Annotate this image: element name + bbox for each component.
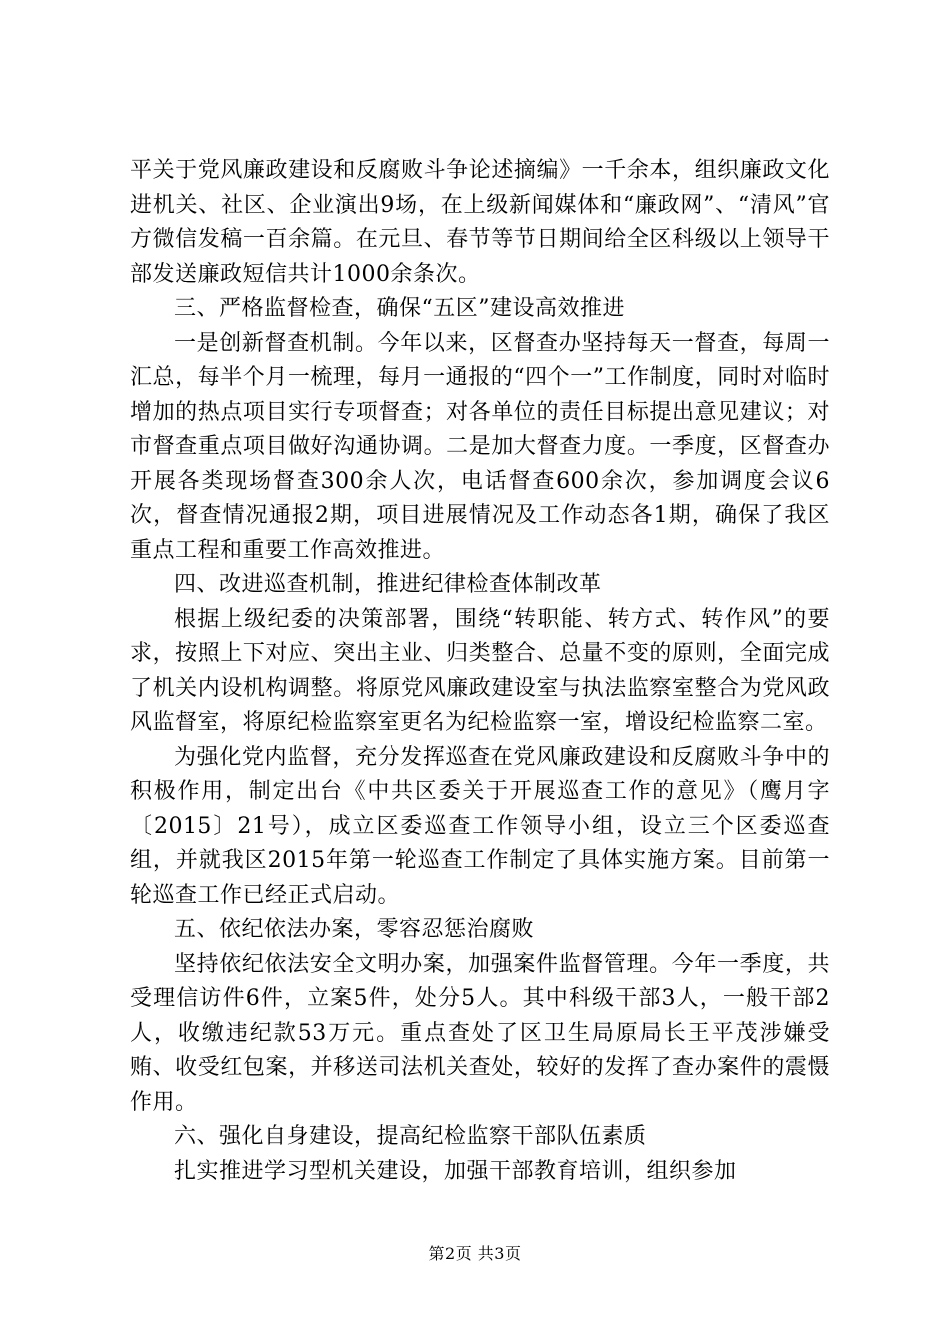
section-heading-5: 五、依纪依法办案，零容忍惩治腐败 <box>174 917 535 942</box>
paragraph-cases: 坚持依纪依法安全文明办案，加强案件监督管理。今年一季度，共受理信访件6件，立案5件，处分5人。其中科级干部3人，一般干部2人，收缴违纪款53万元。重点查处了区卫生局原局长王平茂涉嫌受贿、收受红包案，并移送司法机关查处，较好的发挥了查办案件的震慑作用。 <box>130 951 830 1115</box>
section-heading-3: 三、严格监督检查，确保“五区”建设高效推进 <box>174 296 625 321</box>
section-heading-6: 六、强化自身建设，提高纪检监察干部队伍素质 <box>174 1124 647 1149</box>
paragraph-continued: 平关于党风廉政建设和反腐败斗争论述摘编》一千余本，组织廉政文化进机关、社区、企业演出9场，在上级新闻媒体和“廉政网”、“清风”官方微信发稿一百余篇。在元旦、春节等节日期间给全区科级以上领导干部发送廉政短信共计1000余条次。 <box>130 158 830 287</box>
paragraph-reform: 根据上级纪委的决策部署，围绕“转职能、转方式、转作风”的要求，按照上下对应、突出主业、归类整合、总量不变的原则，全面完成了机关内设机构调整。将原党风廉政建设室与执法监察室整合为党风政风监督室，将原纪检监察室更名为纪检监察一室，增设纪检监察二室。 <box>130 606 830 735</box>
document-body <box>130 154 830 1189</box>
paragraph-supervision: 一是创新督查机制。今年以来，区督查办坚持每天一督查，每周一汇总，每半个月一梳理，每月一通报的“四个一”工作制度，同时对临时增加的热点项目实行专项督查；对各单位的责任目标提出意见建议；对市督查重点项目做好沟通协调。二是加大督查力度。一季度，区督查办开展各类现场督查300余人次，电话督查600余次，参加调度会议6次，督查情况通报2期，项目进展情况及工作动态各1期，确保了我区重点工程和重要工作高效推进。 <box>130 330 830 563</box>
paragraph-self-building: 扎实推进学习型机关建设，加强干部教育培训，组织参加 <box>174 1158 737 1184</box>
section-heading-4: 四、改进巡查机制，推进纪律检查体制改革 <box>174 572 602 597</box>
paragraph-inspection: 为强化党内监督，充分发挥巡查在党风廉政建设和反腐败斗争中的积极作用，制定出台《中共区委关于开展巡查工作的意见》（鹰月字〔2015〕21号），成立区委巡查工作领导小组，设立三个区委巡查组，并就我区2015年第一轮巡查工作制定了具体实施方案。目前第一轮巡查工作已经正式启动。 <box>130 744 830 908</box>
page-number-footer: 第2页 共3页 <box>428 1244 522 1263</box>
